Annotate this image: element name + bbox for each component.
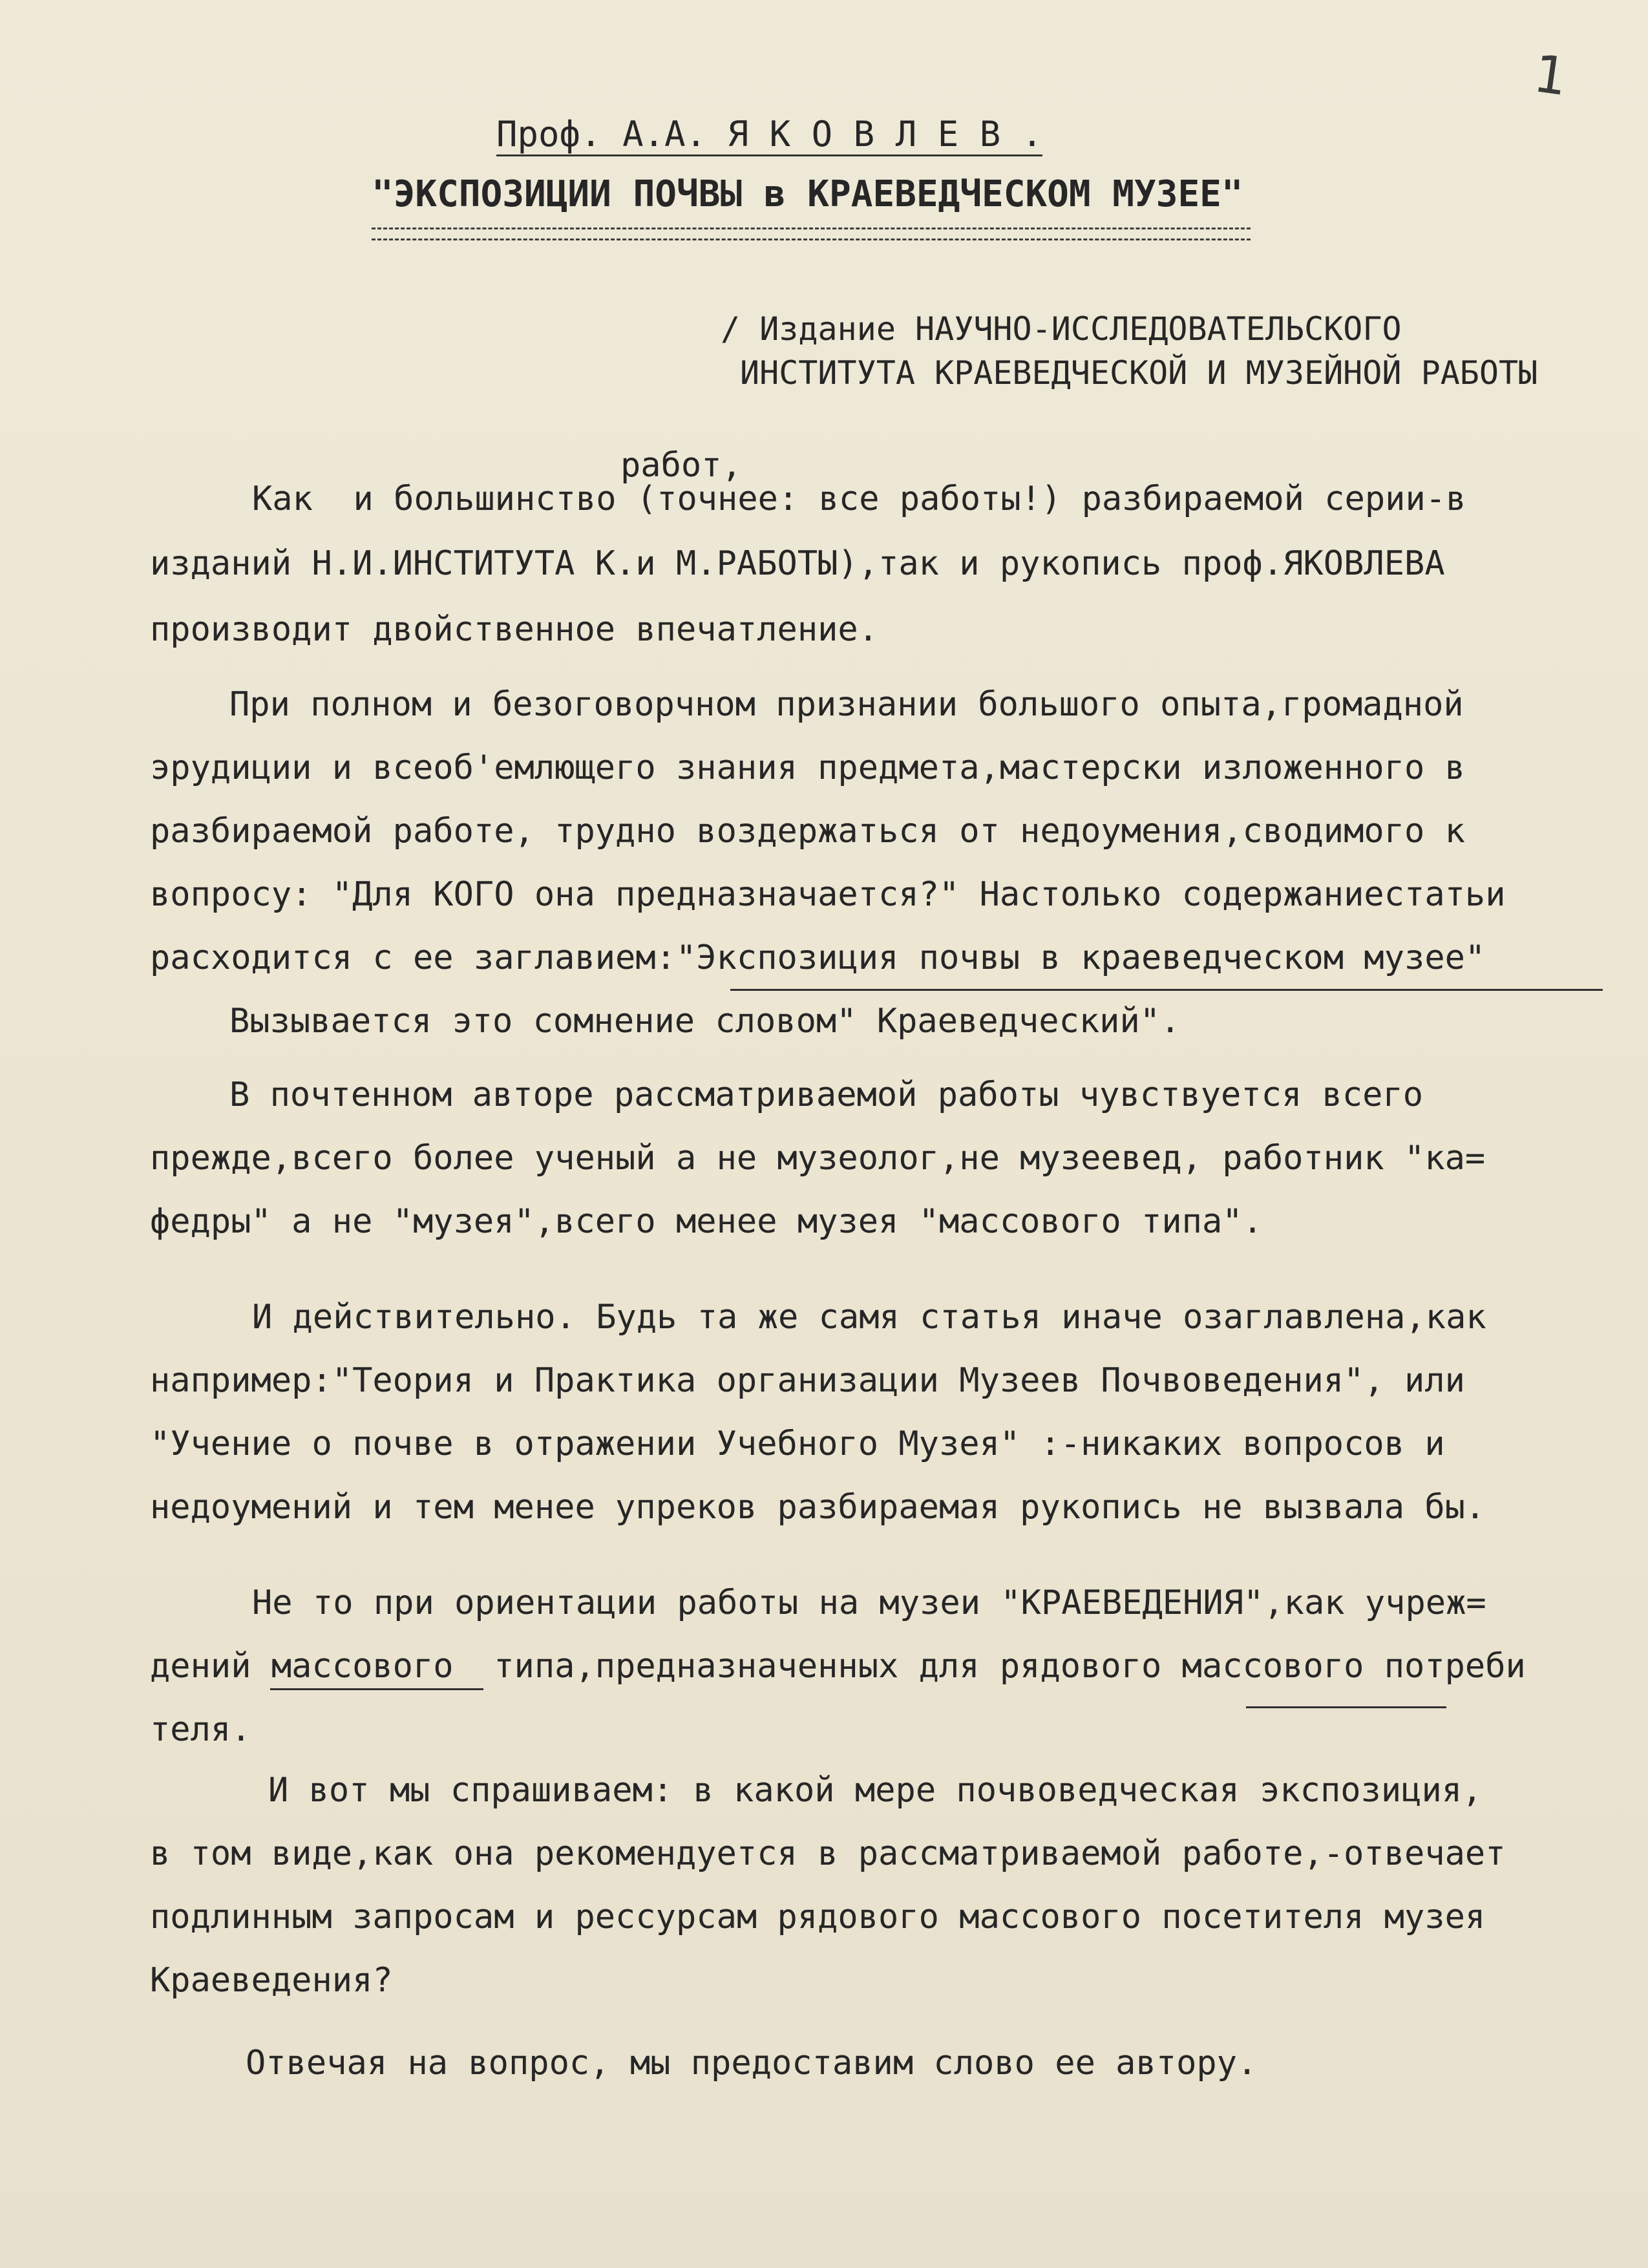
body-line: Краеведения? — [150, 1961, 393, 2000]
body-line: федры" а не "музея",всего менее музея "массового типа". — [150, 1202, 1263, 1241]
body-line: И вот мы спрашиваем: в какой мере почвоведческая экспозиция, — [268, 1771, 1483, 1810]
body-line: дений массового типа,предназначенных для рядового массового потреби — [150, 1647, 1526, 1686]
body-line: Вызывается это сомнение словом" Краеведческий". — [229, 1002, 1181, 1041]
body-line: подлинным запросам и рессурсам рядового массового посетителя музея — [150, 1898, 1486, 1936]
body-line: Как и большинство (точнее: все работы!) разбираемой серии-в — [252, 480, 1466, 518]
underline-mark — [730, 989, 1603, 991]
body-line: в том виде,как она рекомендуется в рассматриваемой работе,-отвечает — [150, 1834, 1506, 1873]
body-line: производит двойственное впечатление. — [150, 610, 879, 649]
body-line: И действительно. Будь та же самя статья иначе озаглавлена,как — [252, 1298, 1486, 1337]
body-line: расходится с ее заглавием:"Экспозиция почвы в краеведческом музее" — [150, 938, 1486, 977]
body-line: недоумений и тем менее упреков разбираемая рукопись не вызвала бы. — [150, 1488, 1486, 1527]
body-line: вопросу: "Для КОГО она предназначается?" Настолько содержаниестатьи — [150, 875, 1506, 914]
body-line: Не то при ориентации работы на музеи "КРАЕВЕДЕНИЯ",как учреж= — [252, 1584, 1486, 1622]
author-heading: Проф. А.А. Я К О В Л Е В . — [496, 114, 1042, 156]
body-line: разбираемой работе, трудно воздержаться от недоумения,сводимого к — [150, 812, 1465, 851]
underline-mark — [270, 1688, 483, 1690]
body-line: "Учение о почве в отражении Учебного Музея" :-никаких вопросов и — [150, 1425, 1445, 1463]
body-line: теля. — [150, 1710, 251, 1749]
body-line: эрудиции и всеоб'емлющего знания предмета,мастерски изложенного в — [150, 748, 1465, 787]
body-line: например:"Теория и Практика организации Музеев Почвоведения", или — [150, 1361, 1465, 1400]
document-title: "ЭКСПОЗИЦИИ ПОЧВЫ в КРАЕВЕДЧЕСКОМ МУЗЕЕ" — [372, 173, 1243, 215]
publisher-line-2: ИНСТИТУТА КРАЕВЕДЧЕСКОЙ И МУЗЕЙНОЙ РАБОТЫ — [740, 354, 1538, 392]
body-line: Отвечая на вопрос, мы предоставим слово ее автору. — [246, 2044, 1258, 2083]
page-number: 1 — [1530, 43, 1572, 108]
body-line: В почтенном авторе рассматриваемой работы чувствуется всего — [229, 1076, 1424, 1114]
publisher-line-1: / Издание НАУЧНО-ИССЛЕДОВАТЕЛЬСКОГО — [721, 310, 1402, 348]
handwritten-insert: работ, — [620, 446, 742, 485]
title-double-rule — [372, 228, 1251, 240]
body-line: прежде,всего более ученый а не музеолог,не музеевед, работник "ка= — [150, 1139, 1486, 1178]
body-line: При полном и безоговорчном признании большого опыта,громадной — [229, 685, 1464, 724]
body-line: изданий Н.И.ИНСТИТУТА К.и М.РАБОТЫ),так и рукопись проф.ЯКОВЛЕВА — [150, 544, 1445, 583]
underline-mark — [1246, 1706, 1446, 1708]
